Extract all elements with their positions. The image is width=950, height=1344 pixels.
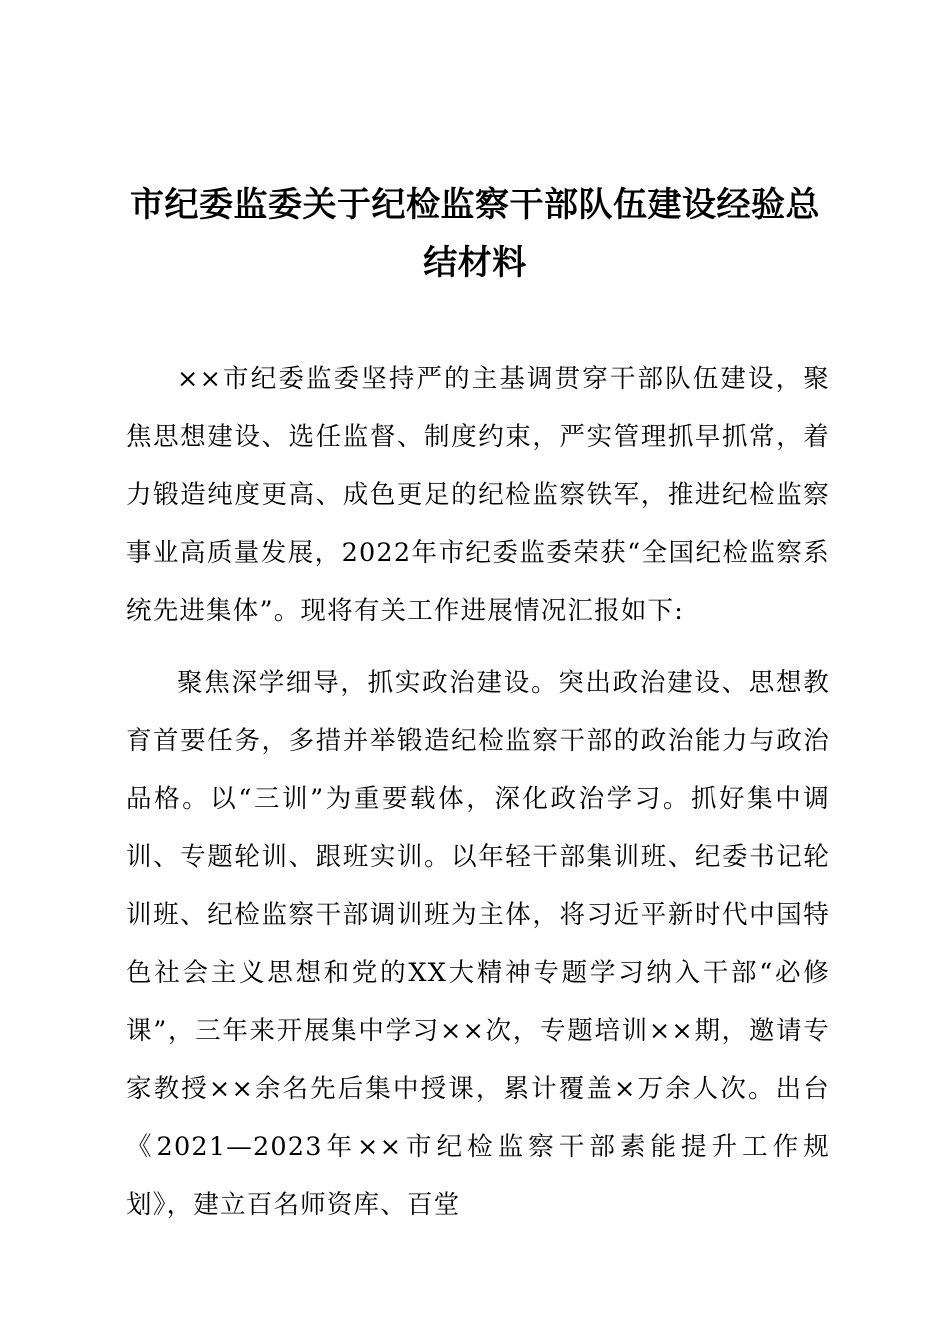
document-title: 市纪委监委关于纪检监察干部队伍建设经验总结材料 bbox=[130, 185, 820, 283]
paragraph-political-building: 聚焦深学细导，抓实政治建设。突出政治建设、思想教育首要任务，多措并举锻造纪检监察干部的政治能力与政治品格。以“三训”为重要载体，深化政治学习。抓好集中调训、专题轮训、跟班实训。以年轻干部集训班、纪委书记轮训班、纪检监察干部调训班为主体，将习近平新时代中国特色社会主义思想和党的XX大精神专题学习纳入干部“必修课”，三年来开展集中学习××次，专题培训××期，邀请专家教授××余名先后集中授课，累计覆盖×万余人次。出台《2021—2023年××市纪检监察干部素能提升工作规划》，建立百名师资库、百堂 bbox=[126, 668, 830, 1220]
paragraph-intro: ××市纪委监委坚持严的主基调贯穿干部队伍建设，聚焦思想建设、选任监督、制度约束，严实管理抓早抓常，着力锻造纯度更高、成色更足的纪检监察铁军，推进纪检监察事业高质量发展，2022年市纪委监委荣获“全国纪检监察系统先进集体”。现将有关工作进展情况汇报如下: bbox=[126, 364, 830, 626]
